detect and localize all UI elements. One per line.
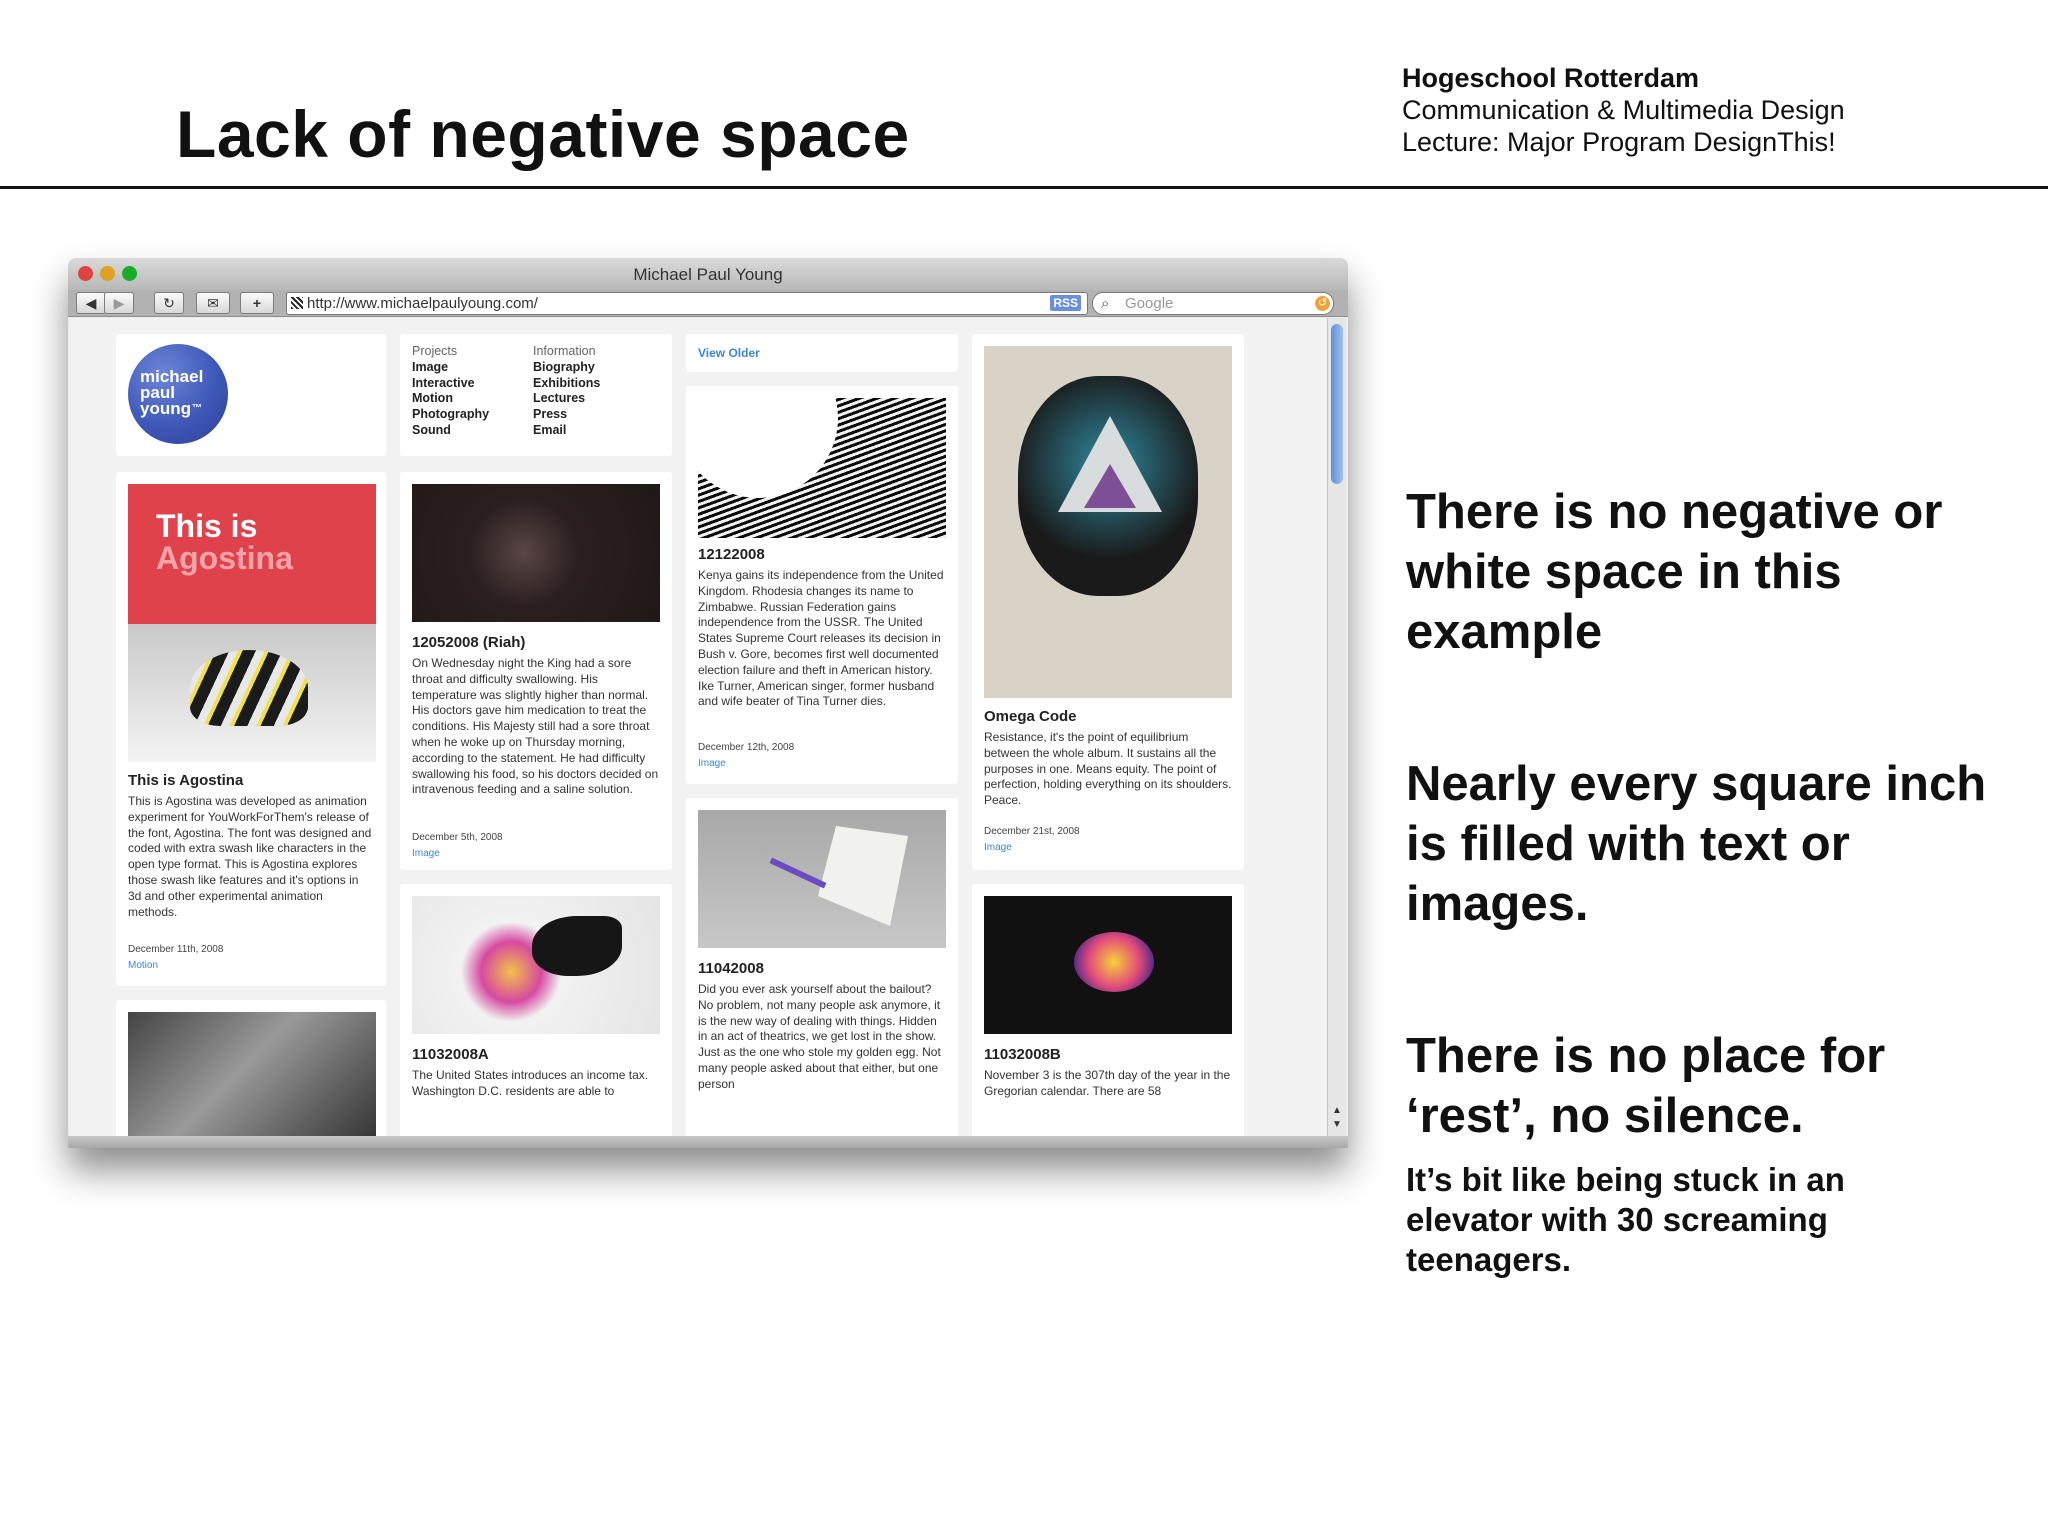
nav-card bbox=[400, 334, 672, 456]
scroll-arrows-icon[interactable]: ▲ ▼ bbox=[1332, 1105, 1342, 1130]
browser-toolbar bbox=[68, 290, 1348, 317]
post-card-11032008a bbox=[400, 884, 672, 1136]
post-title[interactable]: 12052008 (Riah) bbox=[412, 634, 526, 651]
nav-item-interactive[interactable]: Interactive bbox=[412, 375, 475, 390]
url-input[interactable] bbox=[286, 292, 1088, 315]
agostina-header-image[interactable]: This is Agostina bbox=[128, 484, 376, 624]
post-card-11042008 bbox=[686, 798, 958, 1136]
post-title[interactable]: 11032008B bbox=[984, 1046, 1061, 1063]
agostina-3d-image[interactable] bbox=[128, 624, 376, 762]
nav-item-exhibitions[interactable]: Exhibitions bbox=[533, 375, 601, 390]
post-image[interactable] bbox=[412, 484, 660, 622]
page-scrollbar[interactable] bbox=[1327, 318, 1346, 1136]
post-card-agostina bbox=[116, 472, 386, 986]
reload-icon[interactable]: ↻ bbox=[154, 292, 184, 314]
post-tag-link[interactable]: Image bbox=[984, 842, 1012, 853]
bookmark-icon[interactable]: ✉ bbox=[196, 292, 230, 314]
post-title[interactable]: This is Agostina bbox=[128, 772, 244, 789]
nav-item-lectures[interactable]: Lectures bbox=[533, 391, 586, 406]
search-placeholder: Google bbox=[1125, 295, 1174, 312]
post-image[interactable] bbox=[412, 896, 660, 1034]
org-program: Communication & Multimedia Design bbox=[1402, 95, 1845, 125]
back-icon[interactable]: ◀ bbox=[76, 292, 106, 314]
nav-information bbox=[533, 344, 600, 439]
site-favicon-icon bbox=[291, 297, 303, 309]
page-content bbox=[70, 318, 1326, 1136]
slide-title: Lack of negative space bbox=[176, 97, 910, 171]
snapback-icon[interactable]: ↺ bbox=[1315, 296, 1330, 311]
nav-item-email[interactable]: Email bbox=[533, 422, 567, 437]
post-title[interactable]: 11032008A bbox=[412, 1046, 489, 1063]
logo-card bbox=[116, 334, 386, 456]
elevator-note: It’s bit like being stuck in an elevator with 30 screaming teenagers. bbox=[1406, 1161, 1845, 1278]
view-older-link[interactable]: View Older bbox=[698, 346, 760, 360]
post-date: December 11th, 2008 bbox=[128, 944, 224, 955]
nav-projects-header: Projects bbox=[412, 344, 458, 358]
title-divider bbox=[0, 186, 2048, 189]
point-no-negative-space: There is no negative or white space in this example bbox=[1406, 485, 1943, 659]
post-card-partial bbox=[116, 1000, 386, 1136]
post-tag-link[interactable]: Motion bbox=[128, 960, 159, 971]
post-body: Resistance, it's the point of equilibrium between the whole album. It sustains all the purposes in one. Means equity. The point of perfection, holding everything on its shoulders. Peace. bbox=[984, 730, 1232, 808]
nav-item-motion[interactable]: Motion bbox=[412, 391, 453, 406]
site-logo[interactable]: michael paul young ™ bbox=[128, 344, 228, 444]
post-date: December 5th, 2008 bbox=[412, 832, 503, 843]
nav-item-sound[interactable]: Sound bbox=[412, 422, 451, 437]
post-title[interactable]: 12122008 bbox=[698, 546, 765, 563]
view-older-card bbox=[686, 334, 958, 372]
post-body: On Wednesday night the King had a sore throat and difficulty swallowing. His temperature was slightly higher than normal. His doctors gave him medication to treat the conditions. His Majesty still had a sore throat when he woke up on Thursday morning, according to the statement. He had difficulty swallowing his food, so his doctors decided on intravenous feeding and a saline solution. bbox=[412, 656, 659, 797]
nav-item-biography[interactable]: Biography bbox=[533, 359, 595, 374]
nav-information-header: Information bbox=[533, 344, 596, 358]
search-icon: ⌕ bbox=[1101, 295, 1110, 312]
nav-item-press[interactable]: Press bbox=[533, 407, 568, 422]
nav-projects bbox=[412, 344, 489, 439]
url-text: http://www.michaelpaulyoung.com/ bbox=[307, 295, 538, 312]
post-body: This is Agostina was developed as animation experiment for YouWorkForThem's release of the font, Agostina. The font was designed and coded with extra swash like characters in the open type format. This is Agostina explores those swash like features and it's options in 3d and other experimental animation methods. bbox=[128, 794, 372, 919]
nav-item-photography[interactable]: Photography bbox=[412, 407, 490, 422]
scrollbar-thumb[interactable] bbox=[1331, 324, 1343, 484]
post-tag-link[interactable]: Image bbox=[412, 848, 440, 859]
post-body: The United States introduces an income tax. Washington D.C. residents are able to bbox=[412, 1068, 649, 1098]
post-body: November 3 is the 307th day of the year in the Gregorian calendar. There are 58 bbox=[984, 1068, 1231, 1098]
post-image[interactable] bbox=[984, 346, 1232, 698]
post-card-11032008b bbox=[972, 884, 1244, 1136]
window-bottom-edge bbox=[68, 1136, 1348, 1148]
nav-item-image[interactable]: Image bbox=[412, 359, 449, 374]
rss-button[interactable]: RSS bbox=[1050, 295, 1081, 311]
post-card-riah bbox=[400, 472, 672, 870]
post-title[interactable]: 11042008 bbox=[698, 960, 764, 977]
post-image[interactable] bbox=[698, 810, 946, 948]
post-date: December 21st, 2008 bbox=[984, 826, 1080, 837]
window-title: Michael Paul Young bbox=[633, 265, 783, 284]
search-input[interactable] bbox=[1092, 292, 1334, 315]
point-no-rest: There is no place for ‘rest’, no silence. bbox=[1406, 1029, 1886, 1143]
point-filled: Nearly every square inch is filled with text or images. bbox=[1406, 757, 1987, 931]
post-image[interactable] bbox=[128, 1012, 376, 1136]
post-card-omega-code bbox=[972, 334, 1244, 870]
post-card-12122008 bbox=[686, 386, 958, 784]
add-icon[interactable]: + bbox=[240, 292, 274, 314]
post-date: December 12th, 2008 bbox=[698, 742, 795, 753]
browser-window bbox=[68, 258, 1348, 1148]
org-info bbox=[1402, 62, 1845, 158]
org-name: Hogeschool Rotterdam bbox=[1402, 63, 1700, 93]
post-image[interactable] bbox=[698, 398, 946, 538]
post-body: Kenya gains its independence from the United Kingdom. Rhodesia changes its name to Zimbabwe. Russian Federation gains independence from the USSR. The United States Supreme Court releases its decision in Bush v. Gore, becomes first well documented election failure and theft in American history. Ike Turner, American singer, former husband and wife beater of Tina Turner dies. bbox=[698, 568, 944, 709]
post-body: Did you ever ask yourself about the bailout? No problem, not many people ask anymore, it is the new way of dealing with things. Hidden in an act of theatrics, we get lost in the show. Just as the one who stole my golden egg. Not many people asked about that either, but one person bbox=[698, 982, 941, 1091]
post-tag-link[interactable]: Image bbox=[698, 758, 726, 769]
post-image[interactable] bbox=[984, 896, 1232, 1034]
browser-titlebar bbox=[68, 258, 1348, 290]
post-title[interactable]: Omega Code bbox=[984, 708, 1077, 725]
org-lecture: Lecture: Major Program DesignThis! bbox=[1402, 127, 1836, 157]
forward-icon[interactable]: ▶ bbox=[104, 292, 134, 314]
